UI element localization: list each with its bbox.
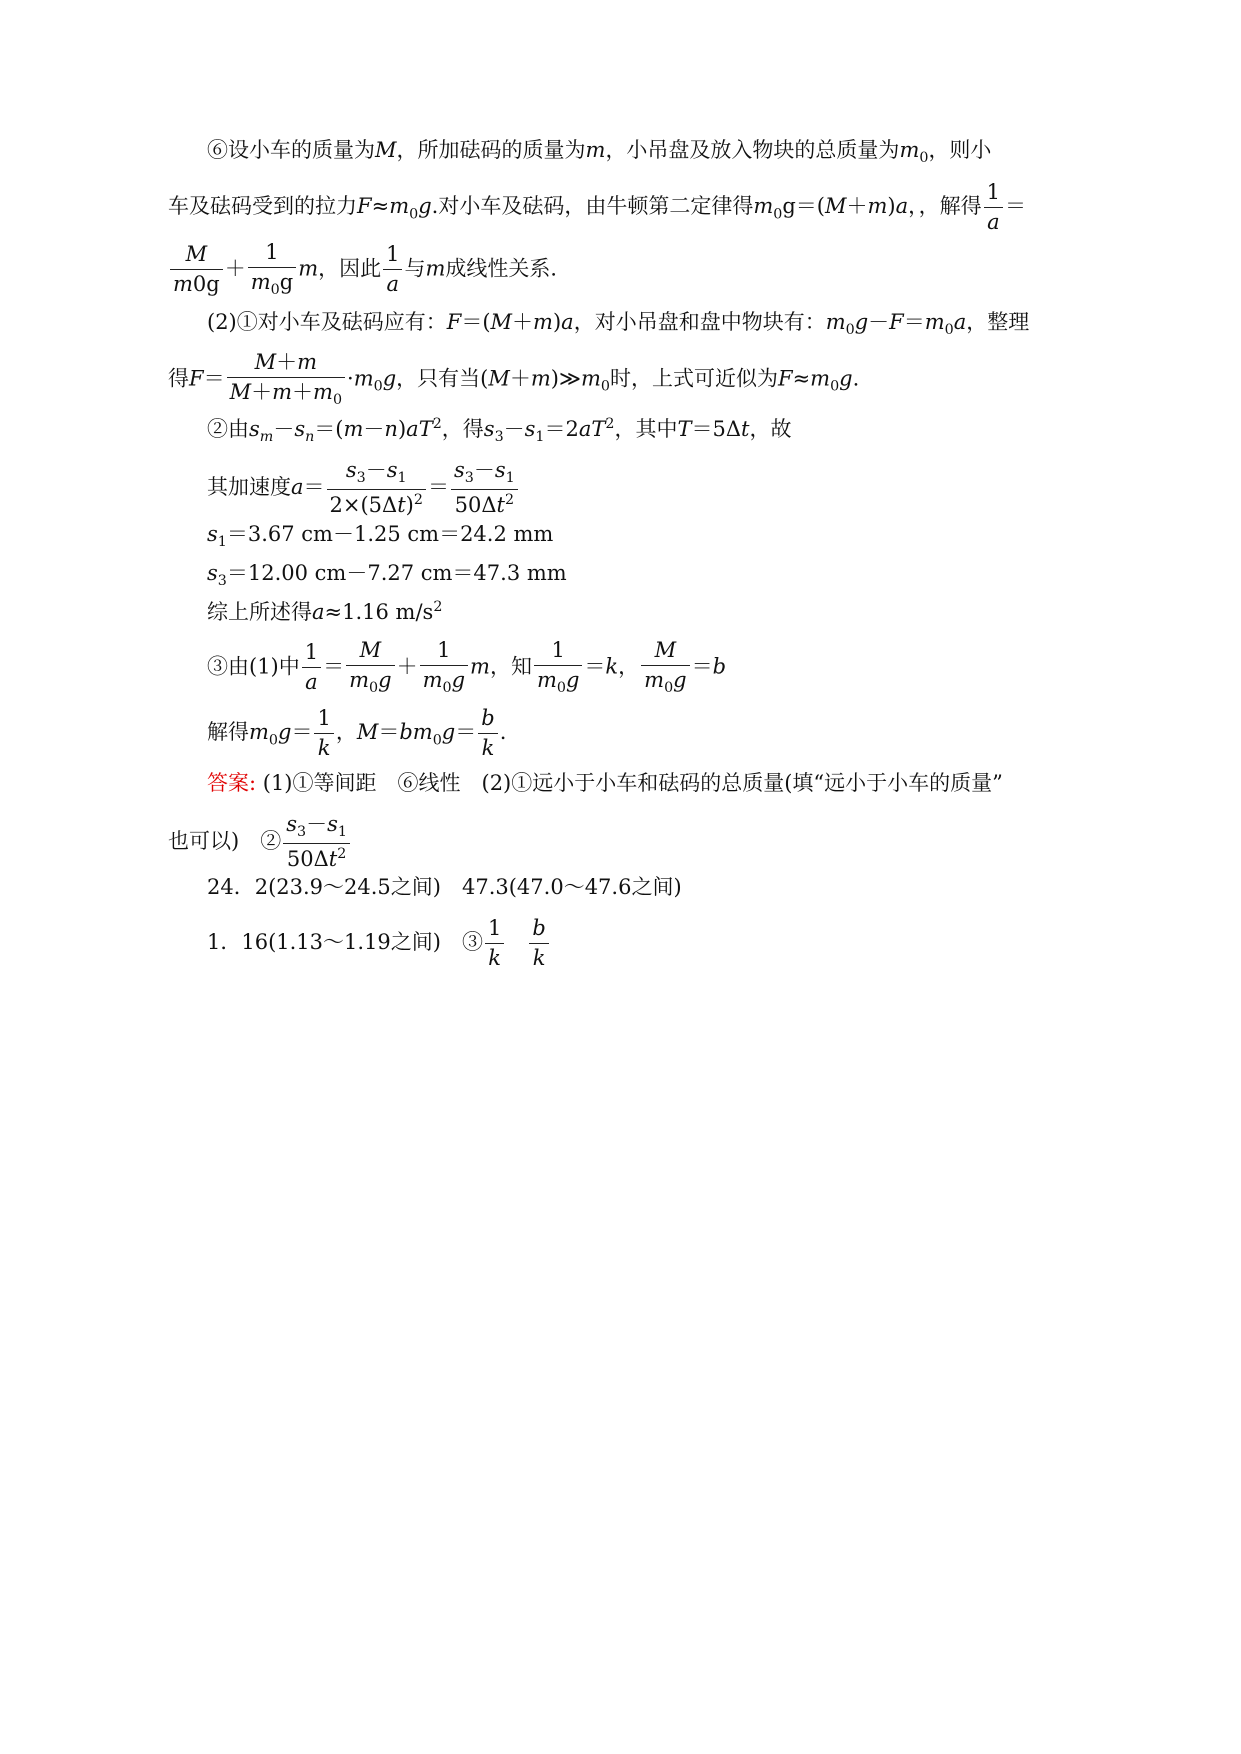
text-line-4: (2)①对小车及砝码应有：F＝(M＋m)a，对小吊盘和盘中物块有：$m_0g-F=m_0a$，整理: [207, 310, 1030, 339]
answer-line: 答案: (1)①等间距 ⑥线性 (2)①远小于小车和砝码的总质量(填“远小于小车的质量”: [207, 771, 1003, 795]
text-line-5: 得F＝ $\frac{M+m}{M+m+m_0}$ $\cdot m_0g$，只有当$(M+m)≫m_0$时，上式可近似为$F\approx m_0g$.: [168, 350, 860, 409]
text-line-14: 也可以) ② $\frac{s_3-s_1}{50\Delta t^2}$: [168, 812, 352, 873]
text-line-16: 1．16(1.13～1.19之间) ③ $\frac{1}{k}$ $\frac{b}{k}$: [207, 916, 551, 971]
text-line-12: 解得$m_0g=$ $\frac{1}{k}$ ，$M=bm_0g=$ $\frac{b}{k}$ .: [207, 706, 507, 761]
text-line-10: 综上所述得a≈1.16 $m/s^2$: [207, 599, 443, 624]
text-line-6: ②由$s_m-s_n=(m-n)aT^2$，得$s_3-s_1=2aT^2$，其中T＝5Δt，故: [207, 416, 792, 446]
text-line-8: $s_1=3.67$ cm－1.25 cm＝24.2 mm: [207, 522, 554, 551]
text-line-9: $s_3=12.00$ cm－7.27 cm＝47.3 mm: [207, 561, 567, 590]
text-line-2: 车及砝码受到的拉力$F\approx m_0g$.对小车及砝码，由牛顿第二定律得$m_0g=(M+m)a$，，解得 $\frac{1}{a}$ ＝: [168, 180, 1027, 235]
text-line-3: $\frac{M}{m0g}$ ＋ $\frac{1}{m_0g}$ m，因此 $\frac{1}{a}$ 与m成线性关系．: [168, 240, 571, 300]
text-line-15: 24．2(23.9～24.5之间) 47.3(47.0～47.6之间): [207, 875, 682, 899]
text-line-7: 其加速度a＝ $\frac{s_3-s_1}{2\times(5\Delta t)^2}$ ＝ $\frac{s_3-s_1}{50\Delta t^2}$: [207, 458, 520, 519]
text-line-11: ③由(1)中 $\frac{1}{a}$ ＝ $\frac{M}{m_0g}$ ＋ $\frac{1}{m_0g}$ m，知 $\frac{1}{m_0g}$ ＝k， $\frac{M}{m_0g}$ ＝b: [207, 638, 727, 697]
text-line-1: ⑥设小车的质量为M，所加砝码的质量为m，小吊盘及放入物块的总质量为$m_0$，则小: [207, 138, 992, 167]
answer-label: 答案:: [207, 771, 257, 795]
